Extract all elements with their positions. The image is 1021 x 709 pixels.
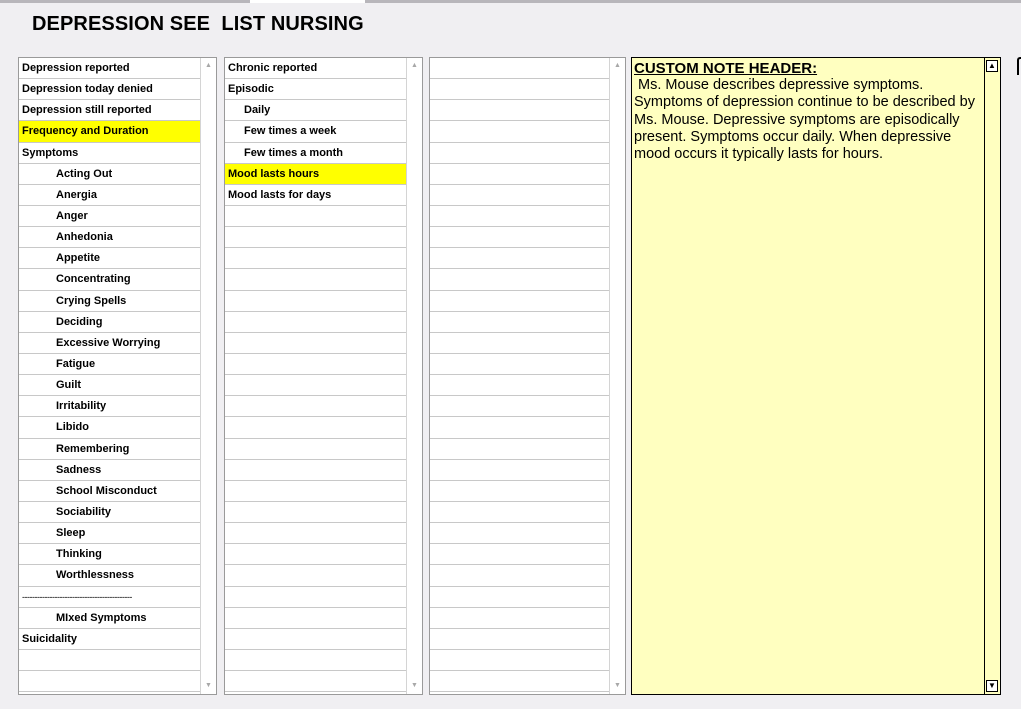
list-item[interactable] [430,164,609,185]
list-item[interactable] [430,417,609,438]
list-item[interactable]: Appetite [19,248,200,269]
list-item[interactable]: Sociability [19,502,200,523]
list-item[interactable] [19,671,200,692]
list-rows [430,58,609,694]
list-item[interactable] [225,439,406,460]
list-item[interactable] [430,650,609,671]
list-item[interactable] [225,502,406,523]
list-item[interactable] [430,396,609,417]
list-item[interactable] [225,671,406,692]
list-item[interactable] [19,650,200,671]
note-scrollbar[interactable] [984,58,1000,694]
list-item[interactable] [430,629,609,650]
list-item[interactable] [430,671,609,692]
list-item[interactable] [225,375,406,396]
list-item[interactable] [430,269,609,290]
list-item[interactable] [430,565,609,586]
list-item[interactable] [225,460,406,481]
note-textarea[interactable] [631,57,1001,695]
list-item[interactable]: Worthlessness [19,565,200,586]
note-text[interactable]: Ms. Mouse describes depressive symptoms. Symptoms of depression continue to be described by Ms. Mouse. Depressive symptoms are episodically present. Symptoms occur daily. When depressive mood occurs it typically lasts for hours. [634,77,979,163]
list-item[interactable] [430,79,609,100]
list-item[interactable] [430,502,609,523]
list-item[interactable]: Few times a week [225,121,406,142]
list-item[interactable] [430,460,609,481]
scrollbar[interactable] [406,58,422,694]
list-item[interactable]: Thinking [19,544,200,565]
list-item[interactable] [430,312,609,333]
list-item[interactable] [430,121,609,142]
list-item[interactable]: Depression today denied [19,79,200,100]
list-item[interactable]: Crying Spells [19,291,200,312]
list-item[interactable]: Depression reported [19,58,200,79]
list-item[interactable]: Sadness [19,460,200,481]
scrollbar[interactable] [609,58,625,694]
list-rows [225,58,406,694]
list-item[interactable]: School Misconduct [19,481,200,502]
list-item[interactable] [430,587,609,608]
list-item[interactable]: Anergia [19,185,200,206]
scroll-up-arrow-icon[interactable]: ▲ [986,60,998,72]
note-content[interactable] [634,60,982,163]
list-3[interactable] [429,57,626,695]
list-item[interactable] [225,206,406,227]
list-item[interactable] [430,523,609,544]
list-item[interactable]: MIxed Symptoms [19,608,200,629]
list-item[interactable]: Anhedonia [19,227,200,248]
list-item[interactable] [225,544,406,565]
active-tab-indicator [250,0,365,3]
list-item[interactable] [430,439,609,460]
list-item[interactable]: Sleep [19,523,200,544]
list-item[interactable]: Concentrating [19,269,200,290]
scroll-down-arrow-icon[interactable]: ▼ [411,682,418,689]
list-item[interactable]: Daily [225,100,406,121]
scrollbar[interactable] [200,58,216,694]
list-item[interactable]: Anger [19,206,200,227]
list-item[interactable]: Frequency and Duration [19,121,200,142]
scroll-up-arrow-icon[interactable]: ▲ [411,62,418,69]
list-item[interactable] [225,587,406,608]
scroll-down-arrow-icon[interactable]: ▼ [986,680,998,692]
list-item[interactable] [225,354,406,375]
page-title: DEPRESSION SEE LIST NURSING [32,13,364,35]
list-separator: -------------------------------------------- [19,587,200,608]
list-item[interactable] [225,523,406,544]
list-item[interactable] [225,291,406,312]
scroll-up-arrow-icon[interactable]: ▲ [614,62,621,69]
list-item[interactable] [225,650,406,671]
list-item[interactable] [225,629,406,650]
note-header: CUSTOM NOTE HEADER: [634,60,818,77]
list-item[interactable]: Mood lasts hours [225,164,406,185]
scroll-down-arrow-icon[interactable]: ▼ [205,682,212,689]
list-item[interactable] [225,396,406,417]
list-2[interactable] [224,57,423,695]
list-item[interactable]: Remembering [19,439,200,460]
list-item[interactable] [430,100,609,121]
list-1[interactable] [18,57,217,695]
list-item[interactable] [430,227,609,248]
list-item[interactable]: Irritability [19,396,200,417]
list-item[interactable] [430,143,609,164]
list-item[interactable] [430,544,609,565]
list-item[interactable]: Deciding [19,312,200,333]
list-item[interactable] [225,248,406,269]
list-item[interactable] [225,227,406,248]
list-item[interactable] [430,291,609,312]
adjacent-panel-edge [1017,57,1021,75]
list-item[interactable]: Guilt [19,375,200,396]
list-rows [19,58,200,694]
list-item[interactable] [225,481,406,502]
list-item[interactable]: Fatigue [19,354,200,375]
list-item[interactable] [225,565,406,586]
list-item[interactable]: Chronic reported [225,58,406,79]
list-item[interactable] [225,608,406,629]
list-item[interactable] [430,481,609,502]
list-item[interactable] [225,312,406,333]
scroll-down-arrow-icon[interactable]: ▼ [614,682,621,689]
scroll-up-arrow-icon[interactable]: ▲ [205,62,212,69]
window-top-border [0,0,1021,3]
list-item[interactable] [430,333,609,354]
list-item[interactable]: Mood lasts for days [225,185,406,206]
list-item[interactable]: Acting Out [19,164,200,185]
list-item[interactable] [430,248,609,269]
list-item[interactable]: Libido [19,417,200,438]
list-item[interactable]: Symptoms [19,143,200,164]
list-item[interactable]: Episodic [225,79,406,100]
list-item[interactable] [430,185,609,206]
list-item[interactable]: Excessive Worrying [19,333,200,354]
list-item[interactable] [225,269,406,290]
list-item[interactable] [430,375,609,396]
list-item[interactable]: Few times a month [225,143,406,164]
list-item[interactable] [225,417,406,438]
list-item[interactable] [225,333,406,354]
list-item[interactable] [430,206,609,227]
list-item[interactable] [430,58,609,79]
list-item[interactable]: Suicidality [19,629,200,650]
list-item[interactable] [430,354,609,375]
list-item[interactable]: Depression still reported [19,100,200,121]
list-item[interactable] [430,608,609,629]
